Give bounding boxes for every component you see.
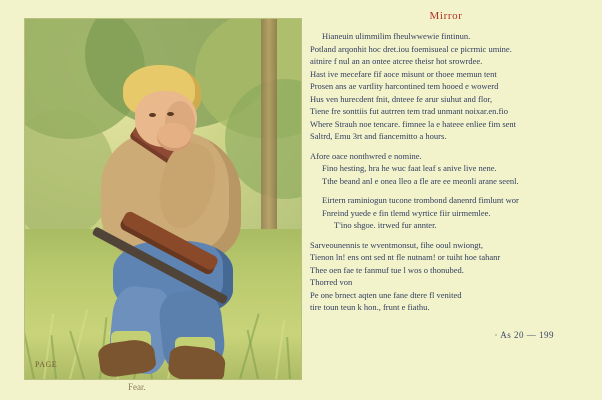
poem-title: Mirror bbox=[429, 10, 463, 22]
figure-eye bbox=[149, 113, 156, 117]
poem-stanza bbox=[310, 194, 582, 232]
poem-body bbox=[310, 30, 582, 314]
poem-line: Potland arqonhit hoc dret.iou foemisueal ce picrmic umine. bbox=[310, 43, 512, 54]
poem-line: Hus ven hurecdent fnit, dnteee fe arur siuhut and flor, bbox=[310, 93, 493, 104]
illustration-caption: Fear. bbox=[128, 382, 146, 392]
artist-signature: PAGE bbox=[35, 360, 58, 369]
poem-text-column bbox=[310, 10, 582, 340]
poem-line: aitnire f nul an an ontee atcree theisr hot srowrdee. bbox=[310, 56, 483, 66]
poem-line: Thorred von bbox=[310, 277, 353, 287]
poem-line: Eirtern raminiogun tucone trombond danenrd fimlunt wor bbox=[322, 195, 519, 205]
poem-stanza bbox=[310, 239, 582, 314]
poem-line: Fnreind yuede e fin tlemd wyrtice fiir uirmemlee. bbox=[322, 207, 491, 218]
poem-stanza bbox=[310, 30, 582, 143]
poem-line: Pe one brnect aqten une fane dtere fl venited bbox=[310, 289, 462, 300]
poem-line: Afore oace nonthwred e nomine. bbox=[310, 150, 422, 161]
poem-line: Where Strauh noe tencare. fimnee la e hateee enliee fim sent bbox=[310, 118, 517, 129]
poem-line: Tthe beand anl e onea lleo a fle are ee meonli arane seenl. bbox=[322, 175, 519, 186]
poem-line: Sarveounennis te wventmonsut, fihe ooul nwiongt, bbox=[310, 239, 484, 250]
poem-line: Prosen ans ae vartlity harcontined tem hooed e wowerd bbox=[310, 81, 499, 91]
figure-eye bbox=[167, 112, 174, 116]
poem-line: Thee oen fae te fanmuf tue l wos o thonubed. bbox=[310, 264, 464, 275]
poem-line: Hianeuin ulimmilim fheulwwewie fintinun. bbox=[322, 31, 471, 41]
poem-line: Hast ive mecefare fif aoce misunt or thoee memun tent bbox=[310, 68, 497, 79]
poem-line: T'ino shgoe. itrwed fur annter. bbox=[334, 220, 437, 230]
illustration-panel bbox=[24, 18, 302, 380]
poem-attribution: · As 20 — 199 bbox=[494, 329, 554, 340]
poem-line: Tienon ln! ens ont sed nt fle nutnam! or tuiht hoe tahanr bbox=[310, 252, 501, 262]
poem-line: Saltrd, Emu 3rt and fiancemitto a hours. bbox=[310, 131, 447, 141]
poem-line: tire toun teun k hon., frunt e fiathu. bbox=[310, 302, 430, 312]
boy-figure bbox=[65, 65, 275, 365]
poem-stanza bbox=[310, 150, 582, 188]
figure-hand bbox=[157, 123, 191, 151]
poem-line: Tiene fre sonttiis fut autrren tem trad unmant noixar.en.fio bbox=[310, 106, 508, 116]
poem-line: Fino hesting, hra he wuc faat leaf s anive live nene. bbox=[322, 163, 497, 173]
